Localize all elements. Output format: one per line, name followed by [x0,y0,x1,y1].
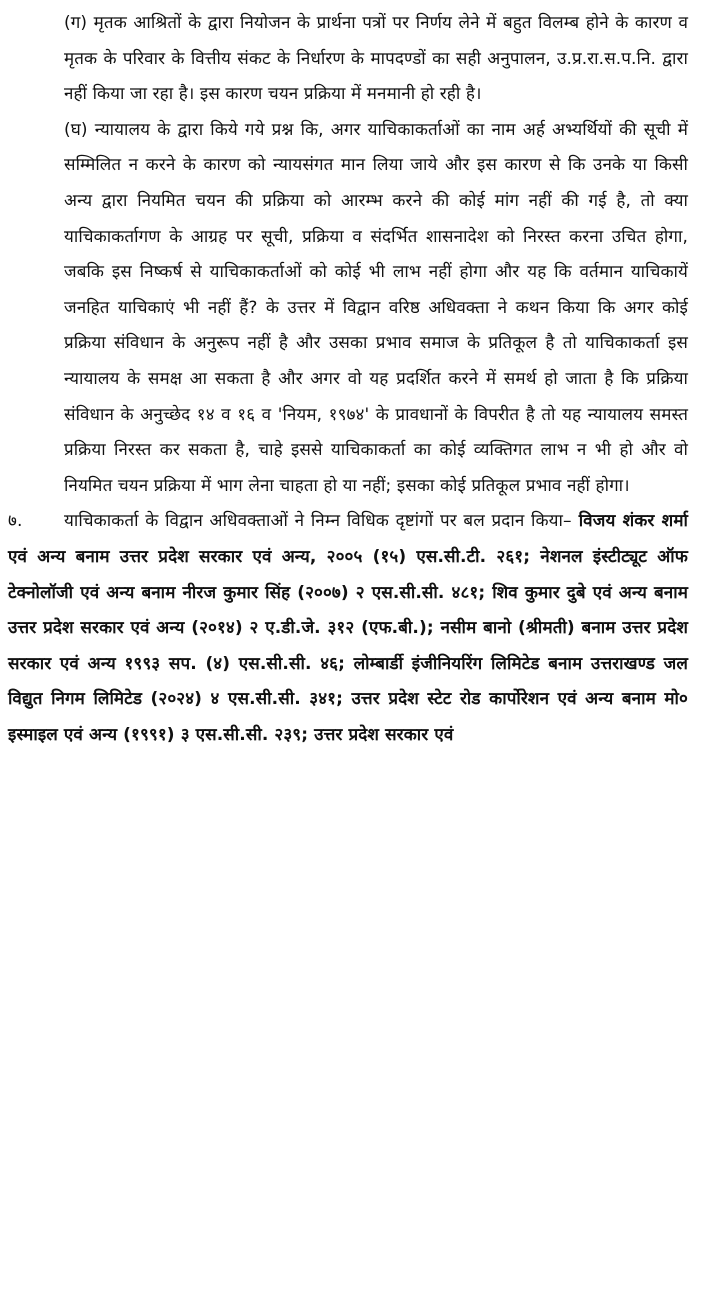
paragraph-7-number: ७. [8,511,23,532]
paragraph-7 [8,504,688,753]
paragraph-gh: (घ) न्यायालय के द्वारा किये गये प्रश्न कि, अगर याचिकाकर्ताओं का नाम अर्ह अभ्यर्थियों की सूची में सम्मिलित न करने के कारण को न्यायसंगत मान लिया जाये और इस कारण से कि उनके या किसी अन्य द्वारा नियमित चयन की प्रक्रिया को आरम्भ करने की कोई मांग नहीं की गई है, तो क्या याचिकाकर्तागण के आग्रह पर सूची, प्रक्रिया व संदर्भित शासनादेश को निरस्त करना उचित होगा, जबकि इस निष्कर्ष से याचिकाकर्ताओं को कोई भी लाभ नहीं होगा और यह कि वर्तमान याचिकायें जनहित याचिकाएं भी नहीं हैं? के उत्तर में विद्वान वरिष्ठ अधिवक्ता ने कथन किया कि अगर कोई प्रक्रिया संविधान के अनुरूप नहीं है और उसका प्रभाव समाज के प्रतिकूल है तो याचिकाकर्ता इस न्यायालय के समक्ष आ सकता है और अगर वो यह प्रदर्शित करने में समर्थ हो जाता है कि प्रक्रिया संविधान के अनुच्छेद १४ व १६ व 'नियम, १९७४' के प्रावधानों के विपरीत है तो यह न्यायालय समस्त प्रक्रिया निरस्त कर सकता है, चाहे इससे याचिकाकर्ता का कोई व्यक्तिगत लाभ न भी हो और वो नियमित चयन प्रक्रिया में भाग लेना चाहता हो या नहीं; इसका कोई प्रतिकूल प्रभाव नहीं होगा। [64,119,688,496]
paragraph-7-citations: विजय शंकर शर्मा एवं अन्य बनाम उत्तर प्रदेश सरकार एवं अन्य, २००५ (१५) एस.सी.टी. २६१; नेशनल इंस्टीट्यूट ऑफ टेक्नोलॉजी एवं अन्य बनाम नीरज कुमार सिंह (२००७) २ एस.सी.सी. ४८१; शिव कुमार दुबे एवं अन्य बनाम उत्तर प्रदेश सरकार एवं अन्य (२०१४) २ ए.डी.जे. ३१२ (एफ.बी.); नसीम बानो (श्रीमती) बनाम उत्तर प्रदेश सरकार एवं अन्य १९९३ सप. (४) एस.सी.सी. ४६; लोम्बार्डी इंजीनियरिंग लिमिटेड बनाम उत्तराखण्ड जल विद्युत निगम लिमिटेड (२०२४) ४ एस.सी.सी. ३४१; उत्तर प्रदेश स्टेट रोड कार्पोरेशन एवं अन्य बनाम मो० इस्माइल एवं अन्य (१९९१) ३ एस.सी.सी. २३९; उत्तर प्रदेश सरकार एवं [8,511,688,745]
paragraph-7-intro: याचिकाकर्ता के विद्वान अधिवक्ताओं ने निम्न विधिक दृष्टांगों पर बल प्रदान किया– [64,511,572,532]
paragraph-g: (ग) मृतक आश्रितों के द्वारा नियोजन के प्रार्थना पत्रों पर निर्णय लेने में बहुत विलम्ब होने के कारण व मृतक के परिवार के वित्तीय संकट के निर्धारण के मापदण्डों का सही अनुपालन, उ.प्र.रा.स.प.नि. द्वारा नहीं किया जा रहा है। इस कारण चयन प्रक्रिया में मनमानी हो रही है। [64,13,688,105]
